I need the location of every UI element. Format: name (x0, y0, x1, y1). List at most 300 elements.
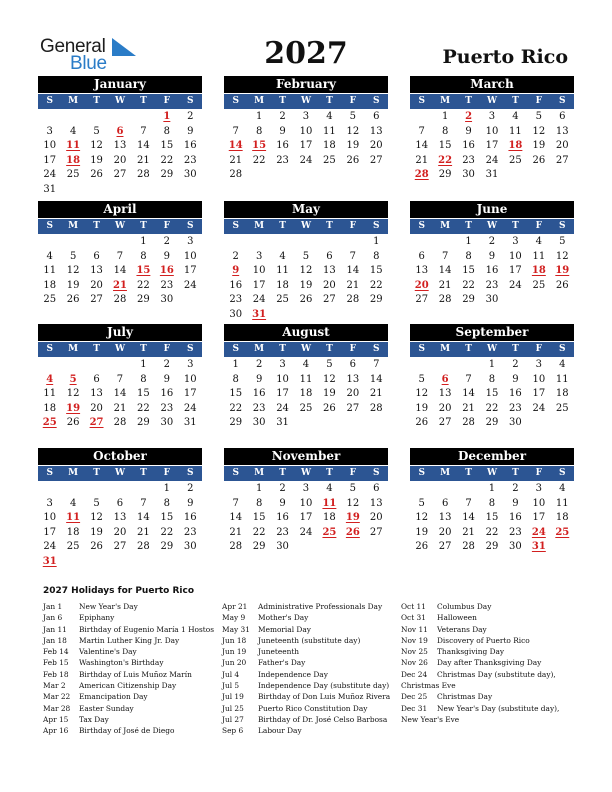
day-cell: 18 (323, 140, 336, 151)
day-cell: 26 (555, 279, 569, 291)
day-cell: 13 (415, 265, 429, 276)
holiday-row (401, 646, 559, 657)
holiday-row (401, 680, 559, 691)
month-march (410, 76, 574, 183)
holiday-date: Jun 19 (222, 647, 247, 657)
holiday-row (401, 601, 559, 612)
month-december (410, 448, 574, 555)
holiday-date: Jan 11 (43, 624, 67, 634)
day-cell: 2 (163, 359, 171, 370)
weekday-label: S (418, 468, 425, 478)
day-cell: 13 (369, 125, 383, 137)
day-cell: 16 (276, 140, 289, 151)
months-grid (38, 76, 574, 566)
holiday-day-cell: 14 (228, 140, 243, 151)
day-cell: 15 (369, 265, 383, 276)
day-cell: 12 (346, 125, 360, 137)
day-cell: 14 (346, 265, 360, 276)
day-cell: 14 (137, 140, 150, 151)
day-cell: 24 (252, 294, 266, 305)
holiday-day-cell: 1 (163, 111, 171, 122)
weekday-label: F (163, 344, 171, 354)
weekday-label: S (187, 344, 194, 354)
day-cell: 3 (46, 497, 53, 509)
empty-cell (410, 110, 433, 125)
day-cell: 7 (140, 497, 147, 509)
day-cell: 20 (555, 140, 569, 151)
day-cell: 30 (183, 541, 197, 552)
day-cell: 21 (229, 154, 243, 166)
day-cell: 8 (140, 250, 147, 262)
day-cell: 8 (255, 497, 263, 509)
weekday-label: S (232, 468, 239, 478)
day-cell: 4 (279, 250, 286, 262)
holiday-row (401, 657, 559, 668)
weekday-label: S (187, 96, 194, 106)
day-cell: 23 (509, 526, 522, 538)
day-cell: 17 (299, 140, 313, 151)
holiday-day-cell: 16 (159, 265, 174, 276)
day-cell: 21 (113, 402, 127, 414)
day-cell: 13 (438, 512, 452, 523)
day-cell: 23 (160, 279, 174, 291)
day-cell: 4 (326, 483, 333, 494)
weekday-label: T (465, 221, 472, 231)
day-cell: 24 (276, 402, 289, 414)
weekday-label: M (440, 344, 451, 354)
holiday-row (222, 703, 390, 714)
holiday-row (401, 635, 559, 646)
day-cell: 10 (252, 265, 266, 276)
weekday-label: S (373, 344, 380, 354)
holiday-name: New Year's Day (substitute day), (437, 703, 560, 713)
holiday-date: Dec 31 (401, 703, 428, 713)
day-cell: 21 (415, 154, 429, 166)
day-cell: 17 (532, 388, 546, 399)
day-cell: 10 (43, 512, 57, 523)
weekday-label: W (486, 221, 498, 231)
weekday-label: M (440, 221, 451, 231)
day-cell: 22 (485, 526, 499, 538)
day-cell: 4 (535, 236, 543, 247)
day-cell: 16 (229, 279, 243, 291)
month-title: March (410, 76, 574, 93)
day-grid (410, 358, 574, 431)
day-cell: 23 (276, 154, 289, 166)
day-cell: 16 (276, 512, 289, 523)
month-title: October (38, 448, 202, 465)
weekday-header (38, 342, 202, 357)
day-cell: 24 (183, 402, 197, 414)
day-cell: 16 (509, 512, 522, 523)
day-cell: 15 (438, 140, 452, 151)
holiday-day-cell: 9 (232, 265, 240, 276)
holiday-date: Apr 16 (43, 726, 69, 736)
weekday-label: T (326, 344, 333, 354)
holiday-row (43, 725, 214, 736)
day-cell: 14 (113, 388, 127, 399)
day-cell: 29 (160, 169, 174, 180)
weekday-label: S (559, 468, 566, 478)
day-cell: 4 (69, 497, 77, 509)
holiday-day-cell: 2 (465, 111, 473, 122)
day-cell: 3 (512, 236, 519, 247)
day-cell: 12 (66, 388, 80, 399)
day-cell: 21 (137, 154, 150, 166)
day-cell: 24 (532, 402, 546, 414)
day-cell: 13 (346, 373, 360, 385)
weekday-header (410, 466, 574, 481)
day-cell: 1 (140, 236, 147, 247)
day-cell: 11 (509, 125, 522, 137)
weekday-label: S (418, 221, 425, 231)
weekday-label: S (373, 96, 380, 106)
empty-cell (132, 110, 155, 125)
empty-cell (61, 482, 84, 497)
day-cell: 15 (485, 512, 499, 523)
month-june (410, 201, 574, 308)
holiday-date: Jan 1 (43, 602, 63, 611)
month-october (38, 448, 202, 569)
day-grid (410, 110, 574, 183)
day-cell: 7 (373, 359, 380, 370)
weekday-label: W (114, 468, 126, 478)
holiday-column-2 (222, 601, 390, 737)
weekday-label: S (373, 468, 380, 478)
day-cell: 22 (160, 154, 174, 166)
day-cell: 19 (415, 526, 429, 538)
empty-cell (85, 110, 108, 125)
holiday-row (222, 669, 390, 680)
holiday-day-cell: 28 (414, 169, 429, 180)
holiday-date: Feb 14 (43, 647, 69, 657)
holiday-row (401, 703, 559, 714)
day-cell: 26 (346, 154, 360, 166)
empty-cell (224, 482, 247, 497)
day-cell: 8 (255, 125, 263, 137)
weekday-label: T (512, 344, 519, 354)
day-cell: 5 (69, 250, 77, 262)
weekday-label: S (559, 344, 566, 354)
day-cell: 6 (326, 250, 333, 262)
empty-cell (224, 110, 247, 125)
holiday-day-cell: 18 (508, 140, 523, 151)
holiday-name: Father's Day (258, 658, 306, 668)
weekday-label: M (68, 344, 79, 354)
weekday-label: M (254, 96, 265, 106)
day-cell: 12 (555, 250, 569, 262)
weekday-label: W (486, 468, 498, 478)
day-cell: 29 (137, 417, 150, 428)
holiday-name: Mother's Day (258, 613, 309, 623)
day-cell: 2 (279, 483, 286, 494)
day-cell: 21 (369, 388, 383, 399)
day-cell: 20 (346, 388, 360, 399)
day-cell: 14 (229, 512, 243, 523)
day-cell: 25 (509, 154, 522, 166)
weekday-label: S (418, 96, 425, 106)
day-cell: 17 (183, 388, 197, 399)
day-cell: 25 (532, 279, 546, 291)
day-cell: 10 (276, 373, 289, 385)
day-cell: 2 (488, 236, 496, 247)
holiday-row (222, 657, 390, 668)
holiday-name: Martin Luther King Jr. Day (79, 635, 180, 645)
day-cell: 7 (232, 125, 239, 137)
day-cell: 21 (346, 279, 360, 291)
day-cell: 22 (252, 154, 266, 166)
holiday-day-cell: 6 (441, 373, 449, 385)
day-cell: 15 (252, 512, 266, 523)
day-cell: 10 (183, 250, 197, 262)
day-cell: 9 (488, 250, 496, 262)
holiday-name: American Citizenship Day (79, 681, 177, 691)
day-cell: 1 (255, 483, 263, 494)
day-grid (38, 482, 202, 569)
weekday-label: T (279, 344, 286, 354)
day-cell: 15 (229, 388, 243, 399)
day-cell: 7 (349, 250, 357, 262)
holiday-name: Birthday of Don Luis Muñoz Rivera (258, 692, 391, 702)
day-cell: 10 (509, 250, 522, 262)
holiday-row (401, 714, 559, 725)
day-cell: 2 (187, 483, 194, 494)
day-cell: 13 (438, 388, 452, 399)
holiday-date: Jul 5 (222, 681, 240, 691)
day-cell: 24 (485, 154, 499, 166)
day-cell: 3 (279, 359, 286, 370)
day-cell: 10 (183, 373, 197, 385)
holiday-name: Labour Day (258, 726, 302, 736)
day-cell: 21 (137, 526, 150, 538)
empty-cell (61, 110, 84, 125)
weekday-label: T (326, 468, 333, 478)
day-cell: 20 (90, 279, 103, 291)
weekday-label: W (486, 344, 498, 354)
day-cell: 28 (113, 294, 127, 305)
weekday-label: T (140, 221, 147, 231)
weekday-label: F (349, 344, 357, 354)
day-cell: 20 (369, 512, 383, 523)
day-cell: 23 (485, 279, 499, 291)
day-cell: 24 (43, 541, 57, 552)
day-cell: 16 (160, 388, 174, 399)
month-title: June (410, 201, 574, 218)
day-cell: 18 (555, 512, 569, 523)
empty-cell (38, 110, 61, 125)
day-cell: 3 (255, 250, 263, 262)
day-cell: 25 (66, 169, 80, 180)
day-cell: 25 (43, 294, 57, 305)
month-september (410, 324, 574, 431)
day-cell: 27 (113, 541, 127, 552)
day-cell: 29 (137, 294, 150, 305)
empty-cell (410, 235, 433, 250)
day-cell: 17 (43, 526, 57, 538)
day-cell: 30 (160, 294, 174, 305)
day-cell: 2 (279, 111, 286, 122)
weekday-label: S (559, 221, 566, 231)
day-cell: 6 (418, 250, 425, 262)
day-cell: 8 (441, 125, 449, 137)
day-cell: 3 (187, 236, 194, 247)
day-cell: 12 (299, 265, 313, 276)
day-cell: 8 (140, 373, 147, 385)
holiday-date: Jul 25 (222, 703, 244, 713)
day-cell: 7 (465, 373, 472, 385)
weekday-label: M (254, 221, 265, 231)
holiday-day-cell: 15 (252, 140, 267, 151)
day-cell: 18 (43, 402, 57, 414)
day-cell: 1 (488, 359, 496, 370)
day-cell: 13 (113, 140, 127, 151)
holiday-date: Nov 11 (401, 624, 428, 634)
empty-cell (224, 235, 247, 250)
day-grid (410, 235, 574, 308)
day-cell: 20 (438, 402, 452, 414)
day-cell: 8 (163, 125, 171, 137)
day-cell: 16 (183, 140, 197, 151)
weekday-header (410, 342, 574, 357)
holiday-day-cell: 18 (531, 265, 546, 276)
empty-cell (85, 358, 108, 373)
day-cell: 12 (323, 373, 336, 385)
day-cell: 1 (373, 236, 380, 247)
day-cell: 7 (465, 497, 472, 509)
day-cell: 26 (415, 417, 429, 428)
day-cell: 21 (438, 279, 452, 291)
day-cell: 18 (43, 279, 57, 291)
day-grid (224, 358, 388, 431)
day-cell: 29 (229, 417, 243, 428)
weekday-header (410, 94, 574, 109)
day-cell: 7 (232, 497, 239, 509)
weekday-label: T (279, 96, 286, 106)
day-cell: 23 (229, 294, 243, 305)
day-cell: 25 (323, 154, 336, 166)
holiday-day-cell: 21 (113, 279, 127, 291)
day-cell: 2 (187, 111, 194, 122)
day-cell: 9 (512, 373, 519, 385)
day-cell: 4 (326, 111, 333, 122)
day-cell: 4 (69, 125, 77, 137)
day-grid (38, 110, 202, 197)
day-cell: 10 (299, 497, 313, 509)
day-cell: 5 (302, 250, 310, 262)
day-cell: 29 (485, 541, 499, 552)
holiday-date: Nov 25 (401, 647, 428, 657)
holiday-day-cell: 11 (322, 497, 337, 509)
holiday-date: Feb 15 (43, 658, 69, 668)
day-cell: 2 (512, 483, 519, 494)
day-cell: 13 (90, 388, 103, 399)
holiday-name: Tax Day (79, 714, 109, 724)
day-cell: 19 (323, 388, 336, 399)
empty-cell (38, 358, 61, 373)
day-cell: 6 (373, 483, 380, 494)
day-cell: 26 (532, 154, 546, 166)
day-cell: 24 (299, 154, 313, 166)
holiday-row (43, 646, 214, 657)
day-cell: 18 (323, 512, 336, 523)
weekday-label: M (68, 221, 79, 231)
day-cell: 1 (488, 483, 496, 494)
day-cell: 28 (229, 169, 243, 180)
day-cell: 20 (323, 279, 336, 291)
day-cell: 11 (276, 265, 289, 276)
day-cell: 7 (441, 250, 449, 262)
day-cell: 14 (462, 512, 475, 523)
holiday-name: Discovery of Puerto Rico (437, 635, 530, 645)
weekday-label: S (232, 344, 239, 354)
day-cell: 22 (137, 402, 150, 414)
month-title: April (38, 201, 202, 218)
holiday-date: Feb 18 (43, 669, 69, 679)
day-cell: 28 (113, 417, 127, 428)
day-cell: 13 (323, 265, 336, 276)
day-cell: 20 (438, 526, 452, 538)
day-cell: 9 (279, 125, 286, 137)
day-cell: 26 (66, 417, 80, 428)
day-cell: 10 (532, 497, 546, 509)
day-cell: 3 (535, 483, 543, 494)
weekday-label: F (535, 468, 543, 478)
holiday-name: Puerto Rico Constitution Day (258, 703, 368, 713)
brand-word-blue: Blue (70, 53, 107, 74)
day-cell: 9 (187, 497, 194, 509)
empty-cell (433, 482, 456, 497)
holiday-name: Washington's Birthday (79, 658, 164, 668)
day-cell: 30 (462, 169, 475, 180)
weekday-label: F (349, 221, 357, 231)
day-cell: 14 (415, 140, 429, 151)
holiday-name: Easter Sunday (79, 703, 134, 713)
weekday-label: F (163, 221, 171, 231)
day-cell: 8 (373, 250, 380, 262)
holiday-name: Day after Thanksgiving Day (437, 658, 542, 668)
holiday-name: New Year's Eve (401, 714, 460, 724)
day-cell: 8 (488, 373, 496, 385)
day-cell: 30 (229, 308, 243, 320)
day-cell: 29 (485, 417, 499, 428)
day-cell: 7 (140, 125, 147, 137)
empty-cell (61, 358, 84, 373)
holiday-name: Birthday of Dr. José Celso Barbosa (258, 714, 388, 724)
day-cell: 5 (418, 497, 425, 509)
day-cell: 3 (187, 359, 194, 370)
holiday-row (401, 624, 559, 635)
holiday-day-cell: 24 (531, 526, 546, 538)
day-cell: 17 (485, 140, 499, 151)
day-cell: 26 (90, 169, 103, 180)
day-cell: 28 (346, 294, 360, 305)
weekday-label: F (535, 344, 543, 354)
day-cell: 26 (415, 541, 429, 552)
weekday-label: T (326, 221, 333, 231)
day-cell: 26 (90, 541, 103, 552)
month-title: May (224, 201, 388, 218)
day-cell: 9 (279, 497, 286, 509)
day-cell: 15 (160, 140, 174, 151)
day-cell: 2 (512, 359, 519, 370)
holiday-row (222, 635, 390, 646)
empty-cell (38, 235, 61, 250)
weekday-label: W (114, 344, 126, 354)
day-cell: 7 (418, 125, 425, 137)
day-cell: 6 (93, 373, 100, 385)
day-cell: 24 (299, 526, 313, 538)
day-cell: 9 (163, 250, 171, 262)
